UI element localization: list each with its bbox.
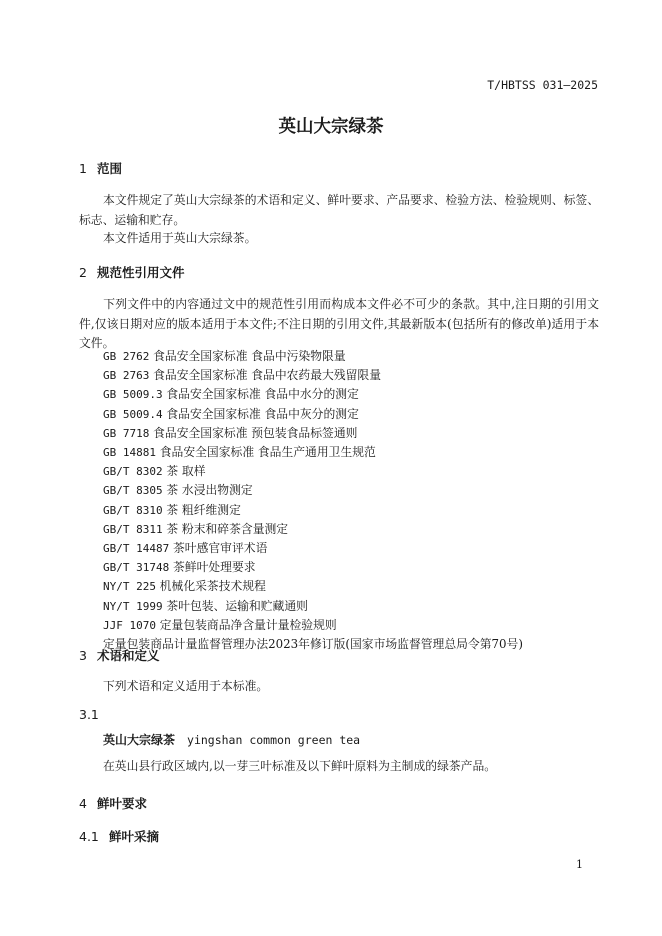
standard-code: T/HBTSS 031—2025 <box>487 78 598 92</box>
reference-code: GB/T 8302 <box>103 465 163 479</box>
section-title: 术语和定义 <box>97 648 160 663</box>
term-entry <box>103 731 360 748</box>
section-number: 2 <box>79 265 87 280</box>
reference-item <box>103 501 523 520</box>
term-definition-text: 在英山县行政区域内,以一芽三叶标准及以下鲜叶原料为主制成的绿茶产品。 <box>103 759 497 773</box>
clause-4-1-heading <box>79 827 159 845</box>
reference-item <box>103 366 523 385</box>
section-3-heading <box>79 646 160 664</box>
reference-title: 食品安全国家标准 食品中水分的测定 <box>166 387 359 402</box>
reference-code: GB/T 14487 <box>103 542 170 556</box>
scope-paragraph-2 <box>79 229 599 249</box>
section-number: 1 <box>79 161 87 176</box>
reference-title: 机械化采茶技术规程 <box>159 579 266 594</box>
document-title: 英山大宗绿茶 <box>278 117 384 137</box>
reference-item <box>103 558 523 577</box>
reference-title: 茶 粉末和碎茶含量测定 <box>166 521 289 536</box>
scope-paragraph-1 <box>79 191 599 230</box>
references-intro-text: 下列文件中的内容通过文中的规范性引用而构成本文件必不可少的条款。其中,注日期的引用文件,仅该日期对应的版本适用于本文件;不注日期的引用文件,其最新版本(包括所有的修改单)适用于本文件。 <box>79 297 599 350</box>
terms-intro-text: 下列术语和定义适用于本标准。 <box>103 679 269 693</box>
reference-item <box>103 481 523 500</box>
reference-code: GB 2762 <box>103 350 150 363</box>
reference-code: GB/T 8310 <box>103 503 163 517</box>
references-intro <box>79 295 599 354</box>
section-title: 鲜叶要求 <box>97 796 148 811</box>
reference-code: GB/T 8305 <box>103 484 163 498</box>
section-title: 规范性引用文件 <box>97 265 185 280</box>
section-4-heading <box>79 794 147 812</box>
reference-title: 茶叶感官审评术语 <box>172 541 268 556</box>
clause-number: 3.1 <box>79 707 99 722</box>
reference-item <box>103 520 523 539</box>
reference-code: GB/T 31748 <box>103 561 170 575</box>
reference-item <box>103 462 523 481</box>
reference-code: GB 2763 <box>103 369 150 383</box>
reference-title: 茶鲜叶处理要求 <box>172 560 256 575</box>
reference-item <box>103 577 523 596</box>
reference-title: 定量包装商品净含量计量检验规则 <box>159 617 337 632</box>
clause-number: 4.1 <box>79 829 99 844</box>
reference-item <box>103 443 523 462</box>
section-2-heading <box>79 263 185 281</box>
reference-title: 茶 粗纤维测定 <box>166 502 241 517</box>
reference-code: GB 7718 <box>103 426 150 440</box>
reference-title: 食品安全国家标准 食品中灰分的测定 <box>166 406 359 421</box>
reference-code: GB 14881 <box>103 446 156 460</box>
reference-code: GB 5009.4 <box>103 407 163 421</box>
terms-intro <box>79 677 599 697</box>
term-english: yingshan common green tea <box>187 733 361 747</box>
section-title: 范围 <box>97 161 123 176</box>
reference-item <box>103 347 523 366</box>
reference-item <box>103 385 523 404</box>
reference-item <box>103 405 523 424</box>
reference-item <box>103 616 523 635</box>
reference-item <box>103 539 523 558</box>
reference-title: 食品安全国家标准 预包装食品标签通则 <box>153 425 358 440</box>
reference-title: 食品安全国家标准 食品中污染物限量 <box>153 349 346 363</box>
reference-code: NY/T 1999 <box>103 599 163 613</box>
section-number: 3 <box>79 648 87 663</box>
reference-item <box>103 635 523 653</box>
reference-code: GB/T 8311 <box>103 522 163 536</box>
clause-title: 鲜叶采摘 <box>109 829 160 844</box>
reference-title: 茶叶包装、运输和贮藏通则 <box>166 598 308 613</box>
term-definition <box>79 757 599 777</box>
normative-references-list <box>103 347 523 653</box>
reference-code: NY/T 225 <box>103 580 156 594</box>
reference-title: 茶 取样 <box>166 464 206 479</box>
reference-code: GB 5009.3 <box>103 388 163 402</box>
scope-text-2: 本文件适用于英山大宗绿茶。 <box>103 231 257 245</box>
reference-title: 茶 水浸出物测定 <box>166 483 253 498</box>
reference-code: JJF 1070 <box>103 618 156 632</box>
clause-3-1-heading <box>79 707 109 722</box>
section-1-heading <box>79 159 122 177</box>
term-chinese: 英山大宗绿茶 <box>103 733 176 747</box>
reference-title: 食品安全国家标准 食品生产通用卫生规范 <box>159 445 376 460</box>
reference-item <box>103 424 523 443</box>
section-number: 4 <box>79 796 87 811</box>
reference-item <box>103 597 523 616</box>
page-number: 1 <box>576 858 583 871</box>
reference-title: 食品安全国家标准 食品中农药最大残留限量 <box>153 368 382 383</box>
reference-title: 定量包装商品计量监督管理办法2023年修订版(国家市场监督管理总局令第70号) <box>103 637 523 652</box>
scope-text-1: 本文件规定了英山大宗绿茶的术语和定义、鲜叶要求、产品要求、检验方法、检验规则、标签、标志、运输和贮存。 <box>79 193 599 227</box>
